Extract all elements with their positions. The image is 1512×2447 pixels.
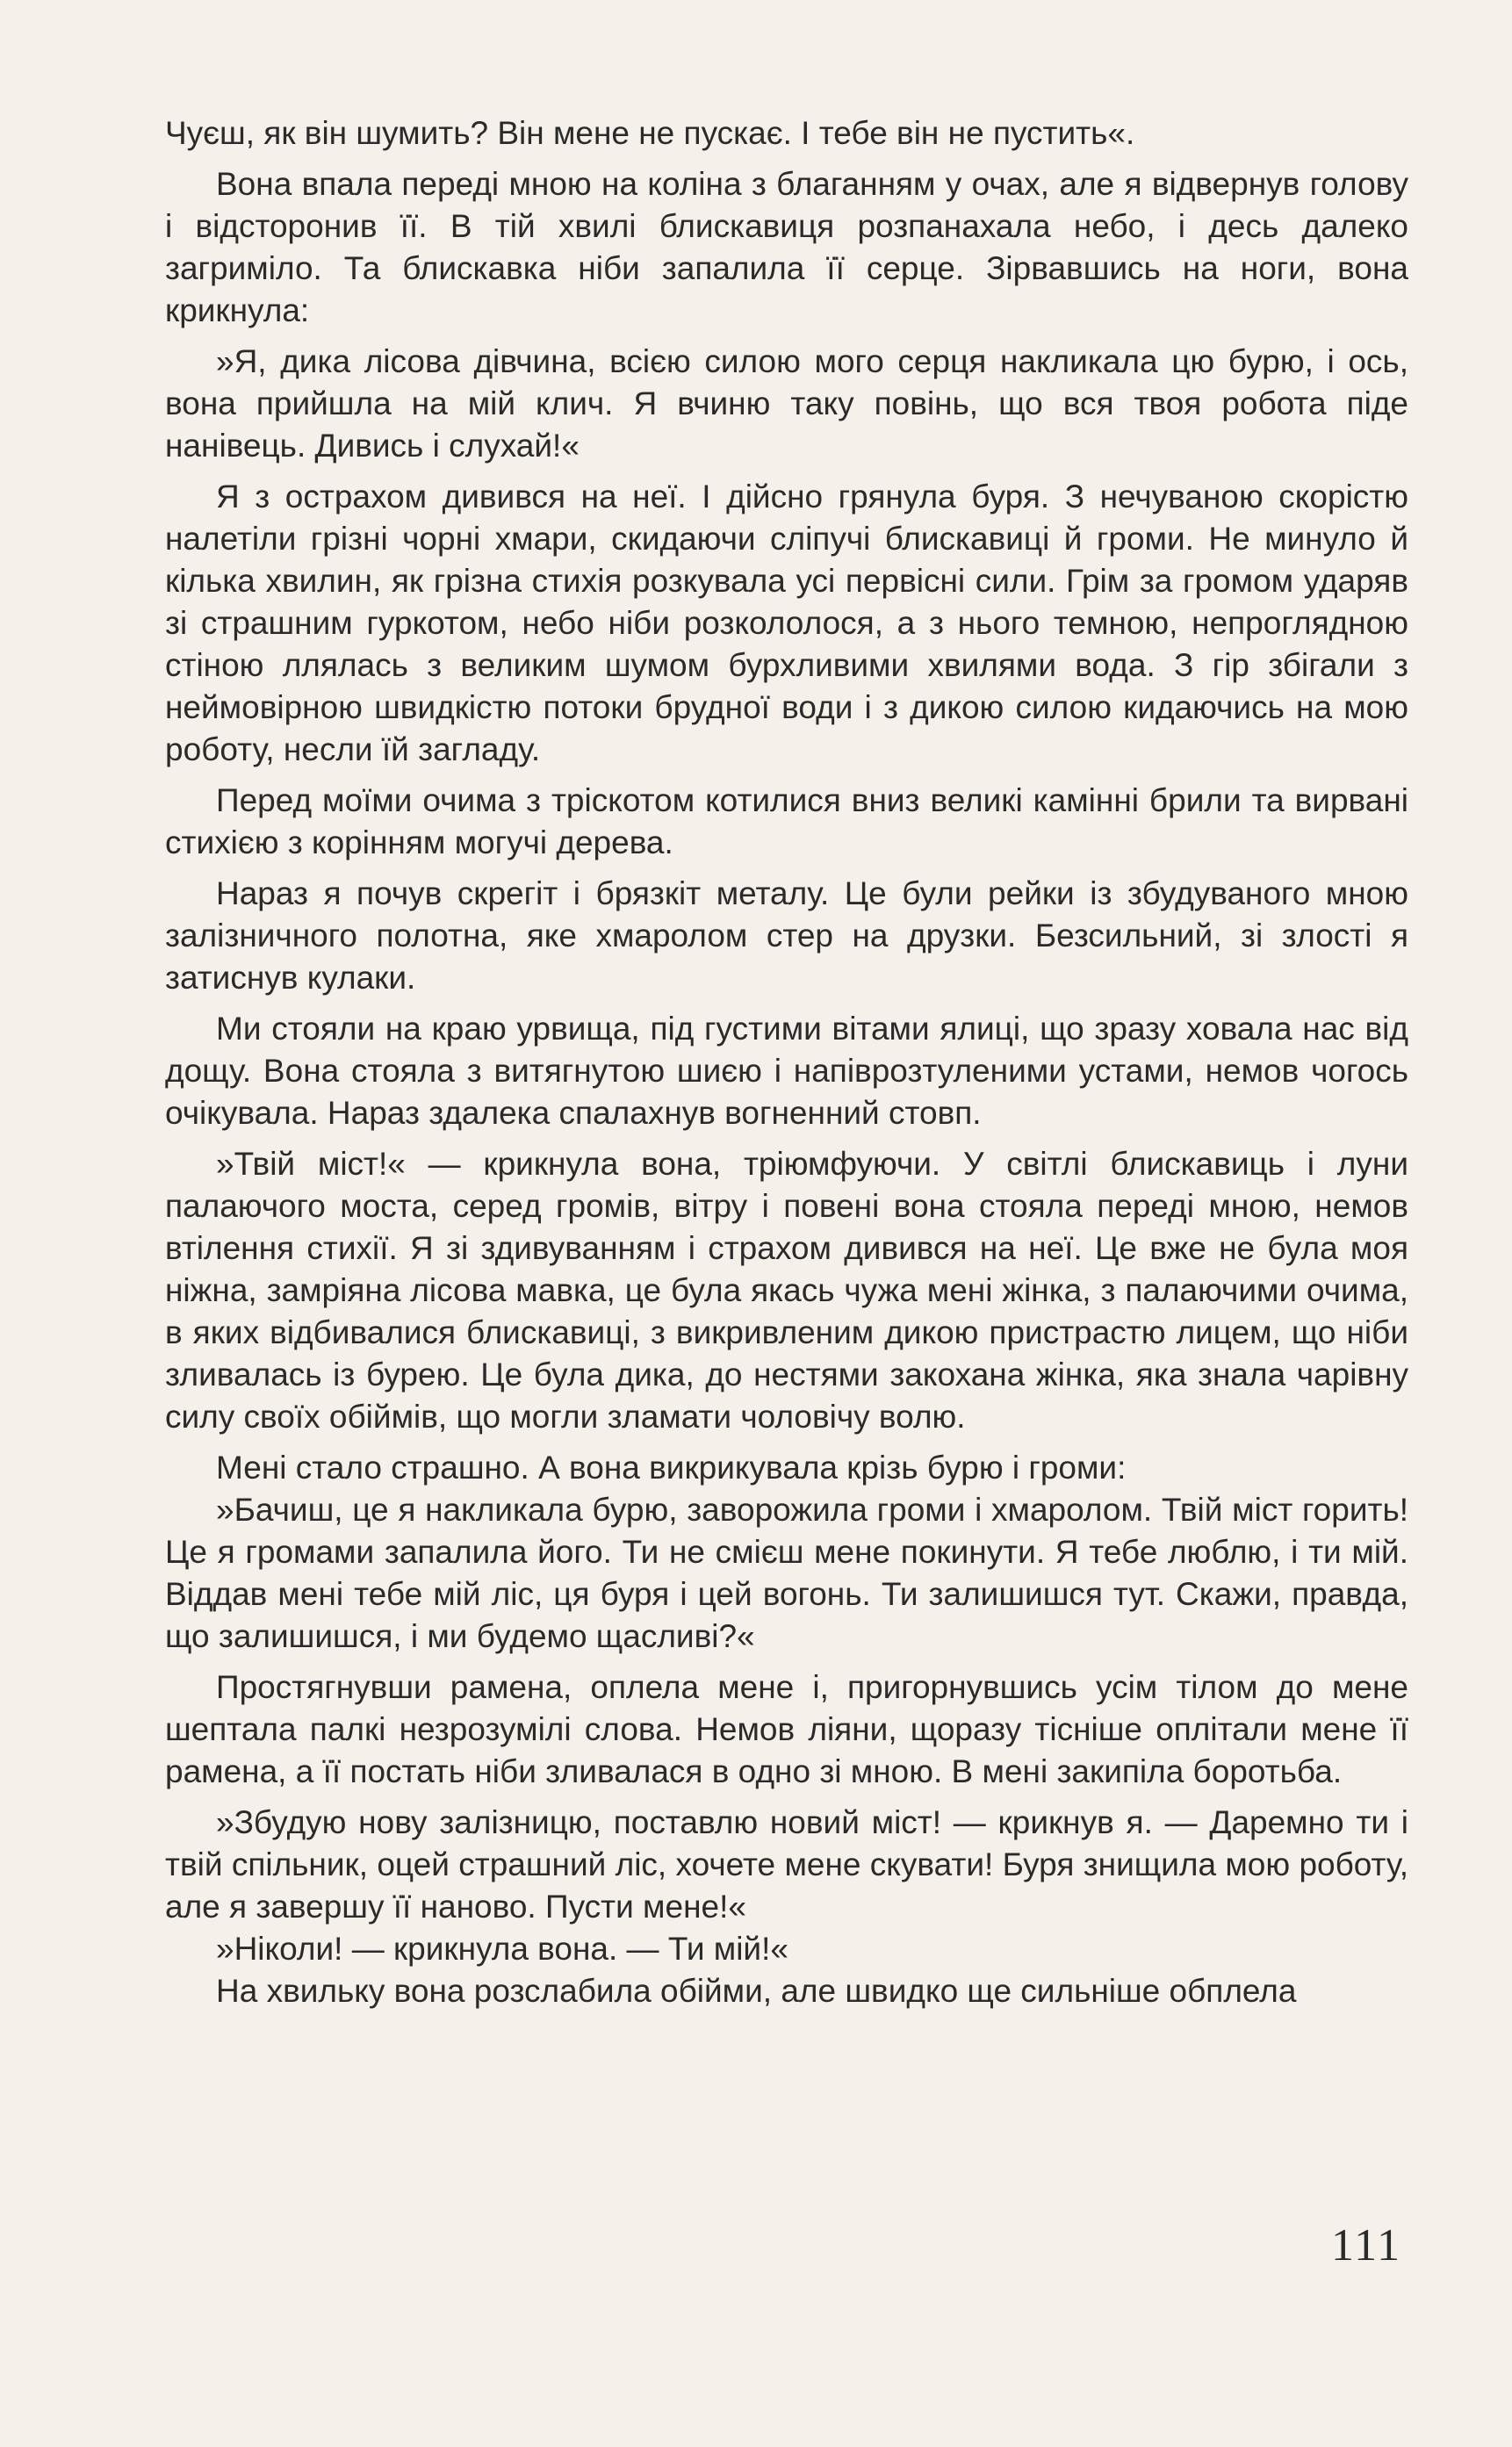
paragraph: Простягнувши рамена, оплела мене і, пригорнувшись усім тілом до мене шептала палкі незрозумілі слова. Немов ліяни, щоразу тісніше оплітали мене її рамена, а її постать ніби зливалася в одно зі мною. В мені закипіла боротьба.: [165, 1669, 1408, 1789]
page-number: 111: [1331, 2220, 1402, 2271]
paragraph: Мені стало страшно. А вона викрикувала крізь бурю і громи:: [216, 1450, 1127, 1486]
paragraph: »Я, дика лісова дівчина, всією силою мого серця накликала цю бурю, і ось, вона прийшла на мій клич. Я вчиню таку повінь, що вся твоя робота піде нанівець. Дивись і слухай!«: [165, 343, 1408, 464]
paragraph: »Ніколи! — крикнула вона. — Ти мій!«: [216, 1931, 788, 1967]
paragraph: »Збудую нову залізницю, поставлю новий міст! — крикнув я. — Даремно ти і твій спільник, оцей страшний ліс, хочете мене скувати! Буря знищила мою роботу, але я завершу її наново. Пусти мене!«: [165, 1804, 1408, 1925]
paragraph: Нараз я почув скрегіт і брязкіт металу. Це були рейки із збудуваного мною залізничного полотна, яке хмаролом стер на друзки. Безсильний, зі злості я затиснув кулаки.: [165, 875, 1408, 996]
book-page-text: [165, 112, 1408, 2012]
paragraph: »Бачиш, це я накликала бурю, заворожила громи і хмаролом. Твій міст горить! Це я громами запалила його. Ти не смієш мене покинути. Я тебе люблю, і ти мій. Віддав мені тебе мій ліс, ця буря і цей вогонь. Ти залишишся тут. Скажи, правда, що залишишся, і ми будемо щасливі?«: [165, 1492, 1408, 1654]
paragraph: На хвильку вона розслабила обійми, але швидко ще сильніше обплела: [216, 1973, 1297, 2009]
paragraph: Вона впала переді мною на коліна з благанням у очах, але я відвернув голову і відсторонив її. В тій хвилі блискавиця розпанахала небо, і десь далеко загриміло. Та блискавка ніби запалила її серце. Зірвавшись на ноги, вона крикнула:: [165, 166, 1408, 328]
paragraph: Ми стояли на краю урвища, під густими вітами ялиці, що зразу ховала нас від дощу. Вона стояла з витягнутою шиєю і напіврозтуленими устами, немов чогось очікувала. Нараз здалека спалахнув вогненний стовп.: [165, 1011, 1408, 1131]
paragraph: Чуєш, як він шумить? Він мене не пускає. І тебе він не пустить«.: [165, 115, 1135, 151]
paragraph: »Твій міст!« — крикнула вона, тріюмфуючи. У світлі блискавиць і луни палаючого моста, серед громів, вітру і повені вона стояла переді мною, немов втілення стихії. Я зі здивуванням і страхом дивився на неї. Це вже не була моя ніжна, замріяна лісова мавка, це була якась чужа мені жінка, з палаючими очима, в яких відбивалися блискавиці, з викривленим дикою пристрастю лицем, що ніби зливалась із бурею. Це була дика, до нестями закохана жінка, яка знала чарівну силу своїх обіймів, що могли зламати чоловічу волю.: [165, 1146, 1408, 1435]
paragraph: Я з острахом дивився на неї. І дійсно грянула буря. З нечуваною скорістю налетіли грізні чорні хмари, скидаючи сліпучі блискавиці й громи. Не минуло й кілька хвилин, як грізна стихія розкувала усі первісні сили. Грім за громом ударяв зі страшним гуркотом, небо ніби розкололося, а з нього темною, непроглядною стіною ллялась з великим шумом бурхливими хвилями вода. З гір збігали з неймовірною швидкістю потоки брудної води і з дикою силою кидаючись на мою роботу, несли їй загладу.: [165, 479, 1408, 767]
paragraph: Перед моїми очима з тріскотом котилися вниз великі камінні брили та вирвані стихією з корінням могучі дерева.: [165, 782, 1408, 860]
